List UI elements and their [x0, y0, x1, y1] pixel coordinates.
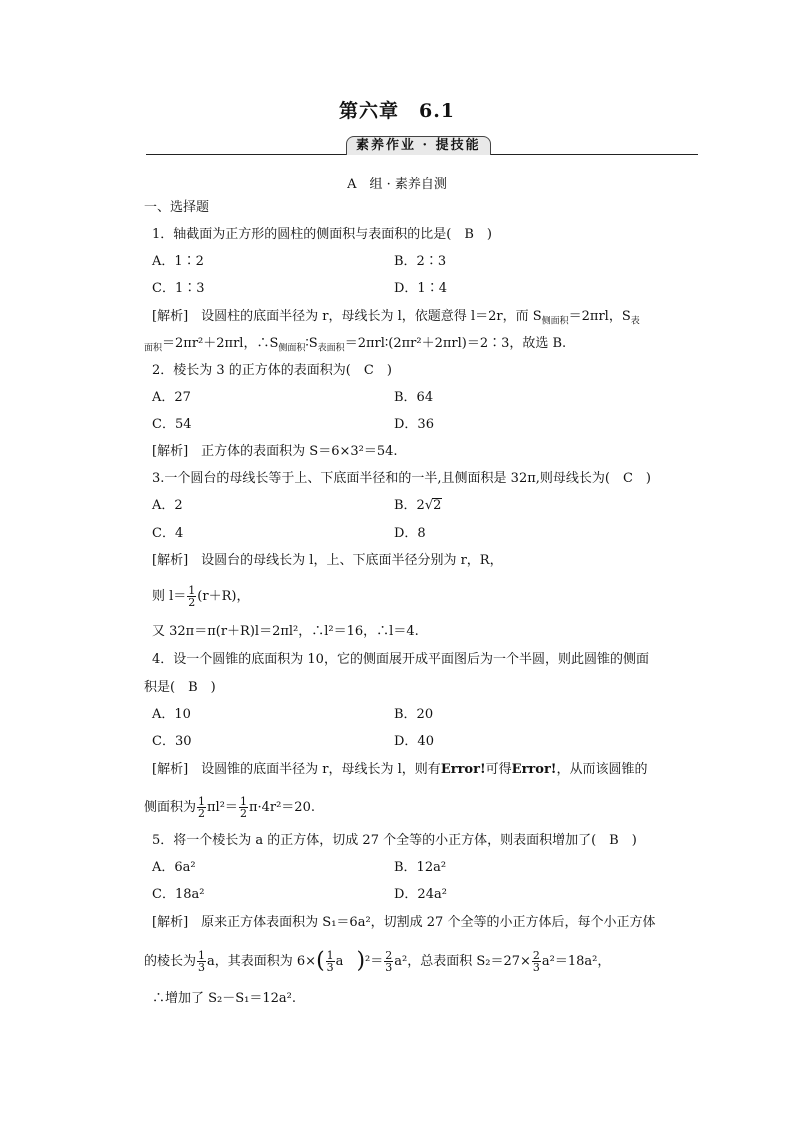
q2-option-d: D．36: [394, 417, 434, 432]
q5-analysis-line1: [152, 914, 655, 932]
q1-analysis-line2: [144, 335, 566, 358]
question-4-stem-line1: 4．设一个圆锥的底面积为 10，它的侧面展开成平面图后为一个半圆，则此圆锥的侧面: [152, 652, 649, 667]
q4-analysis-line1: [152, 761, 648, 779]
numerator: 1: [198, 949, 206, 962]
numerator: 1: [239, 795, 247, 808]
q5-analysis-text: 的棱长为: [144, 954, 197, 969]
q4-analysis-text: 侧面积为: [144, 800, 197, 815]
q1-option-c: C．1∶3: [152, 281, 205, 296]
q3-analysis-line3: 又 32π＝π(r＋R)l＝2πl²，∴l²＝16，∴l＝4.: [152, 624, 419, 639]
fraction: [326, 950, 335, 973]
section-number: 6.1: [418, 100, 456, 122]
q3-option-a: A．2: [152, 498, 183, 513]
fraction: [532, 950, 541, 973]
numerator: 1: [198, 795, 206, 808]
denominator: 3: [532, 961, 540, 974]
fraction: [384, 950, 393, 973]
q4-option-b: B．20: [394, 707, 434, 722]
q4-option-d: D．40: [394, 734, 434, 749]
question-4-stem-line2: 积是( B ): [144, 680, 216, 695]
q4-option-a: A．10: [152, 707, 191, 722]
q2-option-a: A．27: [152, 390, 191, 405]
denominator: 2: [198, 807, 206, 820]
q3-analysis-text: (r＋R)，: [197, 589, 250, 604]
q1-analysis-text: ＝2πr²＋2πrl，∴S: [162, 336, 279, 351]
denominator: 3: [198, 961, 206, 974]
numerator: 1: [188, 584, 196, 597]
q1-option-b: B．2∶3: [394, 254, 447, 269]
denominator: 2: [239, 807, 247, 820]
analysis-label: [解析]: [152, 444, 189, 459]
q1-subscript: 侧面积: [541, 316, 569, 327]
q2-analysis-text: 正方体的表面积为 S＝6×3²＝54.: [201, 444, 398, 459]
fraction: [187, 585, 196, 608]
q5-analysis-text: 原来正方体表面积为 S₁＝6a²，切割成 27 个全等的小正方体后，每个小正方体: [201, 915, 656, 930]
header-banner: 素养作业 · 提技能: [346, 136, 491, 155]
q5-option-a: A．6a²: [152, 860, 196, 875]
question-2-stem: 2．棱长为 3 的正方体的表面积为( C ): [152, 363, 392, 378]
q2-option-c: C．54: [152, 417, 192, 432]
q4-analysis-text: ，从而该圆锥的: [556, 762, 648, 777]
q4-option-c: C．30: [152, 734, 192, 749]
q1-analysis-text: ＝2πrl∶(2πr²＋2πrl)＝2∶3，故选 B.: [344, 336, 567, 351]
page-title: [0, 96, 794, 123]
analysis-label: [解析]: [152, 915, 189, 930]
denominator: 3: [385, 961, 393, 974]
fraction: [197, 950, 206, 973]
numerator: 1: [326, 949, 334, 962]
sqrt-radicand: 2: [433, 498, 442, 513]
q5-option-b: B．12a²: [394, 860, 447, 875]
q3-analysis-text: 则 l＝: [152, 589, 187, 604]
q4-analysis-line2: [144, 796, 315, 819]
analysis-label: [解析]: [152, 309, 189, 324]
q1-subscript: 侧面积: [278, 343, 306, 354]
error-placeholder: Error!: [511, 762, 557, 777]
q1-subscript: 面积: [144, 343, 163, 354]
q3-analysis-line2: [152, 585, 249, 608]
q3-option-c: C．4: [152, 526, 184, 541]
q2-analysis: [152, 443, 398, 461]
chapter-label: 第六章: [338, 100, 399, 122]
q3-option-d: D．8: [394, 526, 426, 541]
denominator: 3: [326, 961, 334, 974]
section-title: 一、选择题: [144, 200, 210, 215]
q5-analysis-text: a²＝18a²，: [541, 954, 611, 969]
q5-variable: a: [335, 954, 344, 969]
q4-analysis-text: πl²＝: [207, 800, 238, 815]
question-3-stem: 3.一个圆台的母线长等于上、下底面半径和的一半,且侧面积是 32π,则母线长为( C ): [152, 471, 651, 486]
q3-option-b-text: B．2: [394, 498, 425, 513]
question-5-stem: 5．将一个棱长为 a 的正方体，切成 27 个全等的小正方体，则表面积增加了( B ): [152, 833, 637, 848]
q1-option-d: D．1∶4: [394, 281, 447, 296]
question-1-stem: 1．轴截面为正方形的圆柱的侧面积与表面积的比是( B ): [152, 227, 492, 242]
q1-analysis-line1: [152, 308, 640, 331]
q1-analysis-text: ＝2πrl，S: [568, 309, 631, 324]
error-placeholder: Error!: [440, 762, 486, 777]
q4-analysis-text: π·4r²＝20.: [248, 800, 315, 815]
q5-option-d: D．24a²: [394, 887, 447, 902]
q5-analysis-text: a²，总表面积 S₂＝27×: [394, 954, 531, 969]
denominator: 2: [188, 596, 196, 609]
fraction: [197, 796, 206, 819]
fraction: [239, 796, 248, 819]
q3-option-b: B．2√2: [394, 498, 442, 513]
q1-analysis-text: 设圆柱的底面半径为 r，母线长为 l，依题意得 l＝2r，而 S: [201, 309, 542, 324]
analysis-label: [解析]: [152, 553, 189, 568]
q1-subscript: 表: [630, 316, 640, 327]
q5-analysis-text: ，其表面积为 6×: [214, 954, 317, 969]
q5-analysis-text: ²＝: [365, 954, 384, 969]
q5-analysis-line2: 的棱长为 $\frac{1}{3}$ a，其表面积为 6×( $\frac{1}{3}$ a )²＝ $\frac{2}{3}$ a²，总表面积 S₂＝27× $\frac{2}{3}$ a²＝18a²，: [144, 948, 611, 974]
q1-analysis-text: ∶S: [305, 336, 318, 351]
q1-option-a: A．1∶2: [152, 254, 204, 269]
numerator: 2: [532, 949, 540, 962]
q3-analysis-line1: [152, 552, 503, 570]
analysis-label: [解析]: [152, 762, 189, 777]
q4-analysis-text: 可得: [485, 762, 512, 777]
q1-subscript: 表面积: [317, 343, 345, 354]
q2-option-b: B．64: [394, 390, 434, 405]
q5-variable: a: [207, 954, 215, 969]
q3-analysis-text: 设圆台的母线长为 l，上、下底面半径分别为 r，R，: [201, 553, 503, 568]
numerator: 2: [385, 949, 393, 962]
group-heading: A 组 · 素养自测: [347, 177, 447, 192]
q5-option-c: C．18a²: [152, 887, 205, 902]
q4-analysis-text: 设圆锥的底面半径为 r，母线长为 l，则有: [201, 762, 441, 777]
q5-analysis-line3: ∴增加了 S₂－S₁＝12a².: [152, 991, 297, 1006]
